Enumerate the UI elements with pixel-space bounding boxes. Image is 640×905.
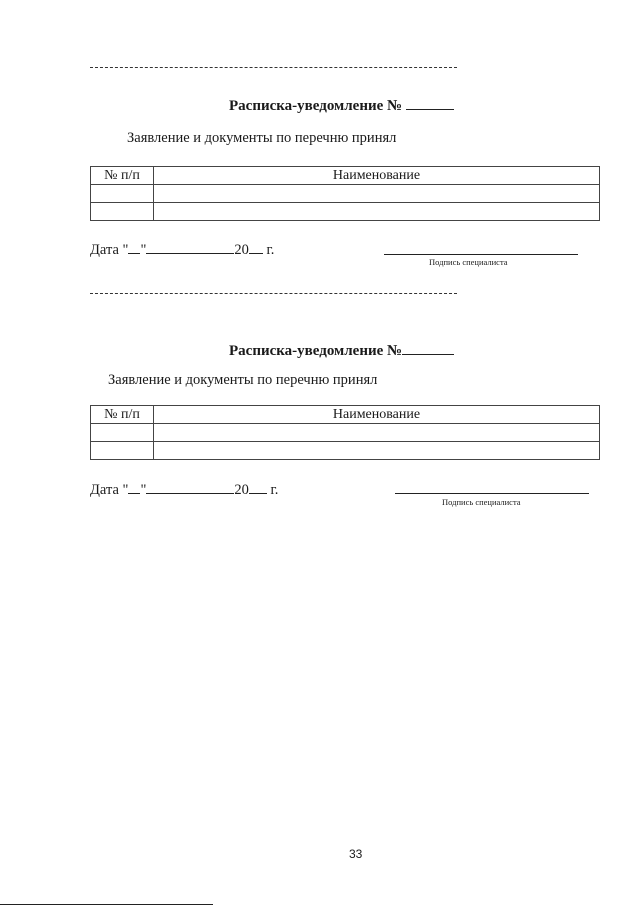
receipt-statement: Заявление и документы по перечню принял bbox=[108, 372, 378, 388]
date-year-suffix: г. bbox=[266, 242, 275, 258]
date-year-prefix: 20 bbox=[234, 482, 249, 498]
table-header-row bbox=[91, 167, 600, 185]
table-row[interactable] bbox=[91, 185, 600, 203]
date-label: Дата " bbox=[90, 242, 129, 258]
column-number-header: № п/п bbox=[91, 406, 154, 424]
table-header-row bbox=[91, 406, 600, 424]
signature-caption: Подпись специалиста bbox=[429, 257, 508, 267]
date-year-blank[interactable] bbox=[249, 239, 263, 254]
receipt-number-blank[interactable] bbox=[406, 95, 454, 110]
signature-caption: Подпись специалиста bbox=[442, 497, 521, 507]
receipt-number-blank[interactable] bbox=[402, 340, 454, 355]
date-month-blank[interactable] bbox=[146, 479, 234, 494]
receipt-title bbox=[229, 95, 454, 115]
date-day-blank[interactable] bbox=[128, 479, 140, 494]
table-cell[interactable] bbox=[154, 185, 600, 203]
date-quote: " bbox=[140, 242, 147, 258]
date-line bbox=[90, 479, 278, 499]
receipt-title-text: Расписка-уведомление № bbox=[229, 98, 403, 114]
column-name-header: Наименование bbox=[154, 406, 600, 424]
receipt-title-text: Расписка-уведомление № bbox=[229, 343, 403, 359]
signature-line[interactable] bbox=[395, 493, 589, 494]
date-day-blank[interactable] bbox=[128, 239, 140, 254]
cut-line-top bbox=[90, 67, 457, 68]
signature-line[interactable] bbox=[384, 254, 578, 255]
receipt-title bbox=[229, 340, 454, 360]
date-year-prefix: 20 bbox=[234, 242, 249, 258]
table-cell[interactable] bbox=[91, 442, 154, 460]
table-cell[interactable] bbox=[91, 185, 154, 203]
table-cell[interactable] bbox=[91, 203, 154, 221]
date-month-blank[interactable] bbox=[146, 239, 234, 254]
receipt-statement: Заявление и документы по перечню принял bbox=[127, 130, 397, 146]
date-year-blank[interactable] bbox=[249, 479, 267, 494]
table-cell[interactable] bbox=[154, 442, 600, 460]
date-year-suffix: г. bbox=[270, 482, 279, 498]
column-number-header: № п/п bbox=[91, 167, 154, 185]
cut-line-middle bbox=[90, 293, 457, 294]
date-line bbox=[90, 239, 274, 259]
table-row[interactable] bbox=[91, 424, 600, 442]
documents-table bbox=[90, 405, 600, 460]
table-cell[interactable] bbox=[154, 203, 600, 221]
table-row[interactable] bbox=[91, 442, 600, 460]
table-cell[interactable] bbox=[154, 424, 600, 442]
table-row[interactable] bbox=[91, 203, 600, 221]
date-quote: " bbox=[140, 482, 147, 498]
date-label: Дата " bbox=[90, 482, 129, 498]
page-number: 33 bbox=[349, 847, 363, 861]
table-cell[interactable] bbox=[91, 424, 154, 442]
documents-table bbox=[90, 166, 600, 221]
column-name-header: Наименование bbox=[154, 167, 600, 185]
